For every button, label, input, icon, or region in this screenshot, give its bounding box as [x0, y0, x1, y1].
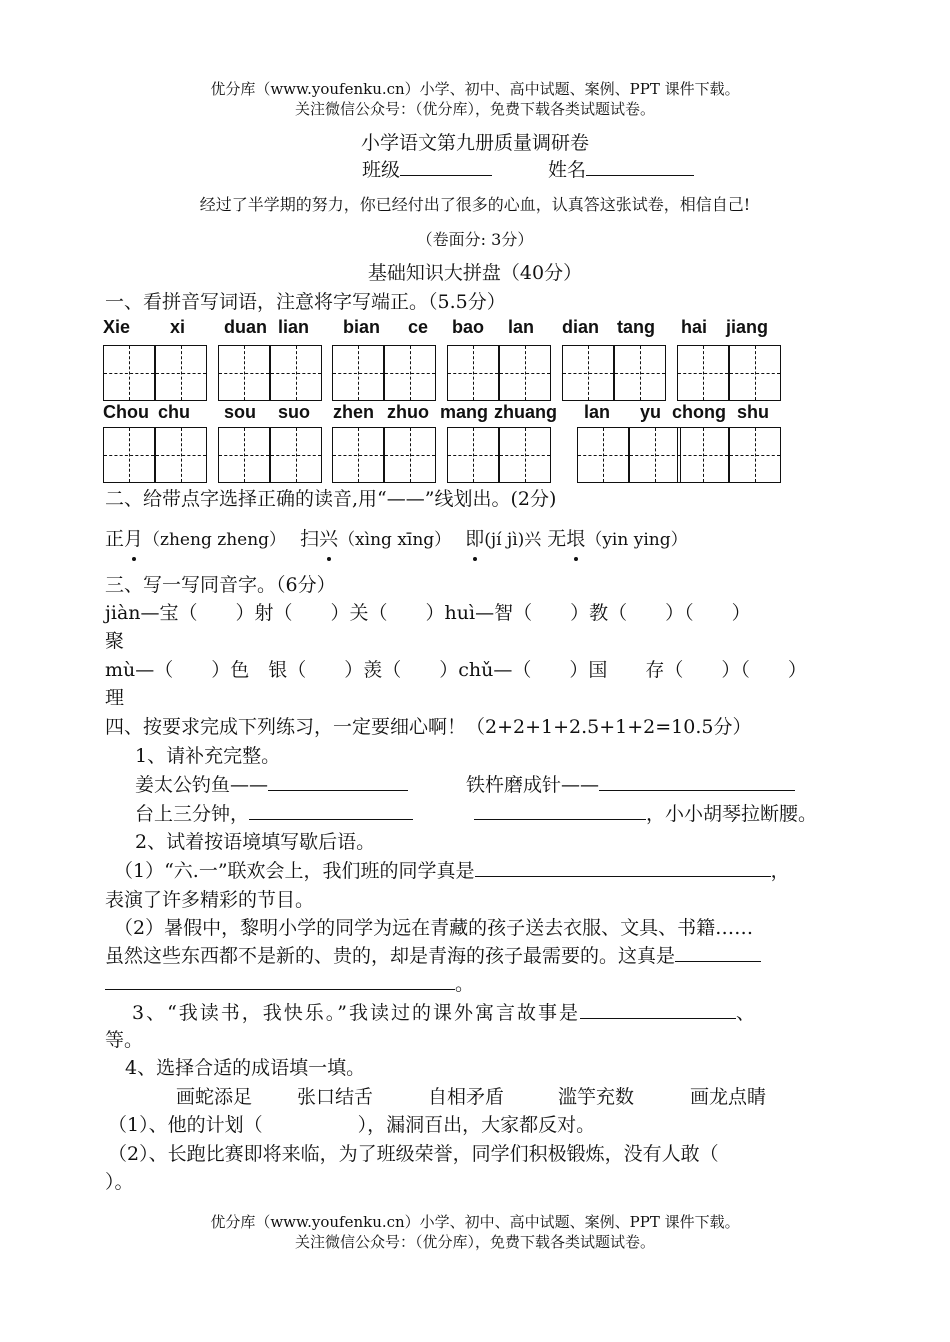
q4-sub3: 3、“我读书，我快乐。”我读过的课外寓言故事是 、	[132, 998, 757, 1025]
pinyin: yu	[640, 402, 662, 422]
writing-box[interactable]	[677, 427, 729, 483]
q4-sub1-c: 台上三分钟，	[135, 799, 413, 826]
writing-box[interactable]	[270, 427, 322, 483]
idiom-option: 自相矛盾	[428, 1086, 505, 1108]
pinyin: jiang	[726, 317, 769, 337]
q4-sub4-q2-cont: ）。	[105, 1171, 134, 1193]
name-label: 姓名	[548, 159, 587, 181]
writing-box[interactable]	[384, 345, 436, 401]
pinyin: chu	[158, 402, 191, 422]
pinyin: zhuang	[494, 402, 557, 422]
q1-title: 一、看拼音写词语，注意将字写端正。（5.5分）	[105, 291, 506, 313]
q3-line-2[interactable]: mù—（ ）色 银（ ）羡（ ）chǔ—（ ）国 存（ ）（ ）	[105, 659, 807, 681]
pinyin: Chou	[103, 402, 149, 422]
q2-item[interactable]: 即(jí jì)兴	[465, 528, 541, 550]
writing-box[interactable]	[332, 345, 384, 401]
answer-blank[interactable]	[475, 856, 771, 877]
writing-box[interactable]	[499, 427, 551, 483]
name-blank[interactable]	[586, 155, 694, 176]
idiom-option: 画蛇添足	[176, 1086, 253, 1108]
pinyin: dian	[562, 317, 600, 337]
dotted-char: 即	[465, 524, 484, 551]
pinyin: lian	[278, 317, 310, 337]
name-field	[548, 155, 694, 182]
pinyin: mang	[440, 402, 489, 422]
pinyin: lan	[508, 317, 535, 337]
q2-items	[105, 524, 688, 551]
writing-box[interactable]	[562, 345, 614, 401]
idiom-option: 画龙点睛	[690, 1086, 767, 1108]
q4-sub1-d: ，小小胡琴拉断腰。	[474, 799, 817, 826]
writing-box[interactable]	[729, 427, 781, 483]
idiom-option: 滥竽充数	[558, 1086, 635, 1108]
q3-line-1[interactable]: jiàn—宝（ ）射（ ）关（ ）huì—智（ ）教（ ）（ ）	[105, 602, 751, 624]
writing-box[interactable]	[447, 427, 499, 483]
q2-item[interactable]: 无垠（yin ying）	[547, 528, 687, 550]
pinyin: xi	[170, 317, 186, 337]
class-blank[interactable]	[400, 155, 492, 176]
q4-sub4-q1[interactable]: （1）、他的计划（ ），漏洞百出，大家都反对。	[108, 1114, 596, 1136]
pinyin: suo	[278, 402, 311, 422]
q4-title: 四、按要求完成下列练习，一定要细心啊！（2+2+1+2.5+1+2=10.5分）	[105, 716, 752, 738]
header-line-2: 关注微信公众号：（优分库），免费下载各类试题试卷。	[294, 100, 655, 118]
pinyin: Xie	[103, 317, 131, 337]
footer-line-1: 优分库（www.youfenku.cn）小学、初中、高中试题、案例、PPT 课件下载。	[210, 1213, 740, 1231]
q2-title: 二、给带点字选择正确的读音,用“——”线划出。(2分)	[105, 488, 557, 510]
q4-sub4-q2[interactable]: （2）、长跑比赛即将来临，为了班级荣誉，同学们积极锻炼，没有人敢（	[108, 1143, 719, 1165]
pinyin: duan	[224, 317, 267, 337]
answer-blank[interactable]	[599, 770, 795, 791]
q4-sub2-p1-cont: 表演了许多精彩的节目。	[105, 889, 315, 911]
answer-blank[interactable]	[474, 799, 646, 820]
footer-line-2: 关注微信公众号：（优分库），免费下载各类试题试卷。	[294, 1233, 655, 1251]
exam-title: 小学语文第九册质量调研卷	[360, 132, 589, 154]
q4-sub2-p2-line: 。	[105, 969, 474, 996]
q4-sub2-p2: （2）暑假中，黎明小学的同学为远在青藏的孩子送去衣服、文具、书籍……	[114, 917, 754, 939]
writing-box[interactable]	[677, 345, 729, 401]
dotted-char: 月	[124, 524, 143, 551]
writing-box[interactable]	[218, 345, 270, 401]
writing-box[interactable]	[499, 345, 551, 401]
class-field	[362, 155, 492, 182]
q4-sub1-title: 1、请补充完整。	[135, 745, 281, 767]
answer-blank[interactable]	[105, 969, 455, 990]
q4-sub3-cont: 等。	[105, 1029, 144, 1051]
pinyin: chong	[672, 402, 726, 422]
pinyin: shu	[737, 402, 770, 422]
pinyin: sou	[224, 402, 257, 422]
pinyin: hai	[681, 317, 708, 337]
answer-blank[interactable]	[675, 941, 761, 962]
pinyin: bao	[452, 317, 485, 337]
writing-box[interactable]	[614, 345, 666, 401]
q4-sub2-title: 2、试着按语境填写歇后语。	[135, 831, 376, 853]
writing-box[interactable]	[729, 345, 781, 401]
pinyin: ce	[408, 317, 429, 337]
pinyin: zhuo	[387, 402, 429, 422]
writing-box[interactable]	[218, 427, 270, 483]
writing-box[interactable]	[629, 427, 681, 483]
q2-item[interactable]: 正月（zheng zheng）	[105, 528, 286, 550]
header-line-1: 优分库（www.youfenku.cn）小学、初中、高中试题、案例、PPT 课件下载。	[210, 80, 740, 98]
writing-box[interactable]	[155, 427, 207, 483]
writing-box[interactable]	[103, 345, 155, 401]
writing-box[interactable]	[332, 427, 384, 483]
dotted-char: 垠	[566, 524, 585, 551]
q2-item[interactable]: 扫兴（xìng xīng）	[300, 528, 451, 550]
answer-blank[interactable]	[580, 998, 736, 1019]
q3-line-1-wrap: 聚	[105, 630, 125, 652]
q4-sub1-b: 铁杵磨成针——	[466, 770, 795, 797]
pinyin: bian	[343, 317, 381, 337]
writing-box[interactable]	[103, 427, 155, 483]
score-note: （卷面分: 3分）	[416, 230, 534, 249]
writing-box[interactable]	[270, 345, 322, 401]
pinyin: zhen	[333, 402, 375, 422]
writing-box[interactable]	[577, 427, 629, 483]
q4-sub1-a: 姜太公钓鱼——	[135, 770, 408, 797]
encouragement: 经过了半学期的努力，你已经付出了很多的心血，认真答这张试卷，相信自己!	[199, 195, 751, 214]
section-title: 基础知识大拼盘（40分）	[367, 262, 583, 284]
answer-blank[interactable]	[268, 770, 408, 791]
q3-line-2-wrap: 理	[105, 687, 125, 709]
q4-sub2-p2-cont: 虽然这些东西都不是新的、贵的，却是青海的孩子最需要的。这真是	[105, 941, 761, 968]
idiom-option: 张口结舌	[297, 1086, 374, 1108]
writing-box[interactable]	[384, 427, 436, 483]
q3-title: 三、写一写同音字。（6分）	[105, 574, 336, 596]
writing-box[interactable]	[155, 345, 207, 401]
pinyin: lan	[584, 402, 611, 422]
pinyin: tang	[617, 317, 655, 337]
writing-box[interactable]	[447, 345, 499, 401]
q4-sub4-title: 4、选择合适的成语填一填。	[125, 1057, 366, 1079]
q4-sub2-p1: （1）“六.一”联欢会上，我们班的同学真是 ，	[114, 856, 790, 883]
dotted-char: 兴	[319, 524, 338, 551]
answer-blank[interactable]	[249, 799, 413, 820]
class-label: 班级	[362, 159, 401, 181]
